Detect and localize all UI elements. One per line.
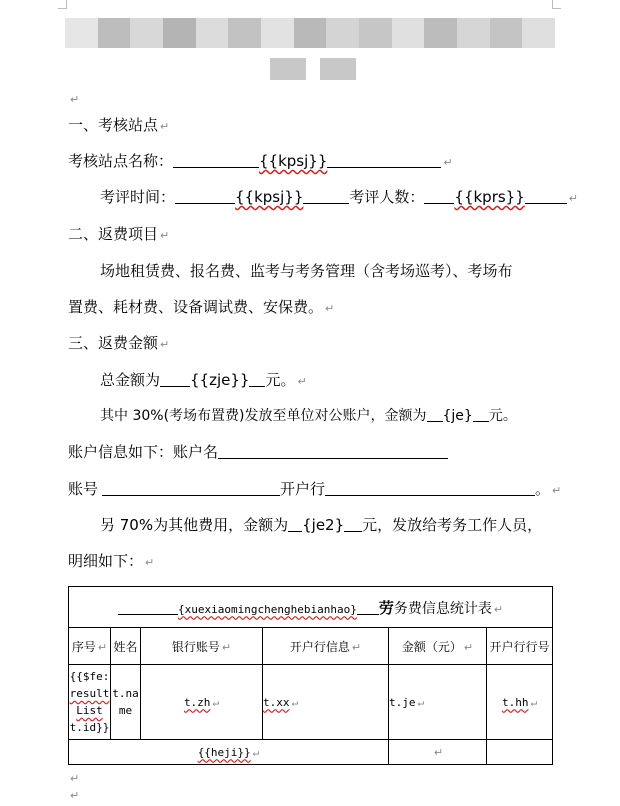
redacted-block xyxy=(490,18,523,48)
labor-fee-table xyxy=(68,586,553,765)
corner-crop-mark xyxy=(552,0,561,9)
items-line-2: 置费、耗材费、设备调试费、安保费。 ↵ xyxy=(68,298,335,316)
cell-amount[interactable]: t.je ↵ xyxy=(389,665,487,740)
table-row xyxy=(69,665,553,740)
station-name-line: 考核站点名称： {{kpsj}} ↵ xyxy=(68,152,453,170)
total-placeholder[interactable]: {{zje}} xyxy=(190,371,250,389)
cell-name[interactable]: t.na me xyxy=(111,665,141,740)
redacted-block xyxy=(228,18,261,48)
section-3-heading: 三、返费金额 ↵ xyxy=(68,334,170,352)
items-line-1: 场地租赁费、报名费、监考与考务管理（含考场巡考）、考场布 xyxy=(100,262,513,280)
cell-bank-info[interactable]: t.xx ↵ xyxy=(263,665,389,740)
detail-label-line: 明细如下： ↵ xyxy=(68,552,155,570)
redacted-block xyxy=(359,18,392,48)
redacted-block xyxy=(424,18,457,48)
redacted-block xyxy=(98,18,131,48)
header-name: 姓名 xyxy=(111,628,141,665)
account-name-line: 账户信息如下：账户名 xyxy=(68,442,448,462)
redacted-block xyxy=(196,18,229,48)
total-cell[interactable]: {{heji}} ↵ xyxy=(69,740,389,765)
review-count-placeholder[interactable]: {{kprs}} xyxy=(454,188,525,206)
empty-paragraph: ↵ xyxy=(70,789,80,802)
header-bank-account: 银行账号 ↵ xyxy=(141,628,263,665)
part70-placeholder[interactable]: {je2} xyxy=(302,516,345,534)
station-placeholder[interactable]: {{kpsj}} xyxy=(259,152,328,170)
cell-bank-number[interactable]: t.hh ↵ xyxy=(487,665,553,740)
redacted-block xyxy=(392,18,425,48)
redacted-subheader xyxy=(270,58,356,80)
section-1-heading: 一、考核站点 ↵ xyxy=(68,116,170,134)
redacted-block xyxy=(522,18,555,48)
redacted-block xyxy=(457,18,490,48)
total-amount-line: 总金额为 {{zje}} 元。 ↵ xyxy=(100,371,307,389)
redacted-block xyxy=(270,58,306,80)
redacted-block xyxy=(130,18,163,48)
part30-placeholder[interactable]: {je} xyxy=(442,408,473,424)
account-number-line: 账号 开户行 。 ↵ xyxy=(68,480,562,498)
empty-paragraph: ↵ xyxy=(70,93,80,106)
redacted-block xyxy=(326,18,359,48)
redacted-header xyxy=(65,18,555,48)
corner-crop-mark xyxy=(58,0,67,9)
part70-line: 另 70%为其他费用，金额为 {je2} 元，发放给考务工作人员， xyxy=(100,516,543,534)
review-line: 考评时间： {{kpsj}} 考评人数： {{kprs}} ↵ xyxy=(100,188,578,206)
header-bank-number: 开户行行号 xyxy=(487,628,553,665)
redacted-block xyxy=(65,18,98,48)
header-seq: 序号 ↵ xyxy=(69,628,111,665)
section-2-heading: 二、返费项目 ↵ xyxy=(68,225,170,243)
empty-paragraph: ↵ xyxy=(70,772,80,785)
redacted-block xyxy=(261,18,294,48)
redacted-block xyxy=(294,18,327,48)
table-title: {xuexiaomingchenghebianhao} 劳务费信息统计表 ↵ xyxy=(69,587,553,628)
header-bank-info: 开户行信息 ↵ xyxy=(263,628,389,665)
cell-account[interactable]: t.zh ↵ xyxy=(141,665,263,740)
review-time-placeholder[interactable]: {{kpsj}} xyxy=(235,188,304,206)
header-amount: 金额（元） ↵ xyxy=(389,628,487,665)
part30-line: 其中 30%(考场布置费)发放至单位对公账户，金额为 {je} 元。 xyxy=(100,408,517,424)
total-empty-cell xyxy=(487,740,553,765)
redacted-block xyxy=(163,18,196,48)
cell-seq[interactable]: {{$fe: result List t.id}} xyxy=(69,665,111,740)
redacted-block xyxy=(320,58,356,80)
total-amount-cell[interactable]: ↵ xyxy=(389,740,487,765)
